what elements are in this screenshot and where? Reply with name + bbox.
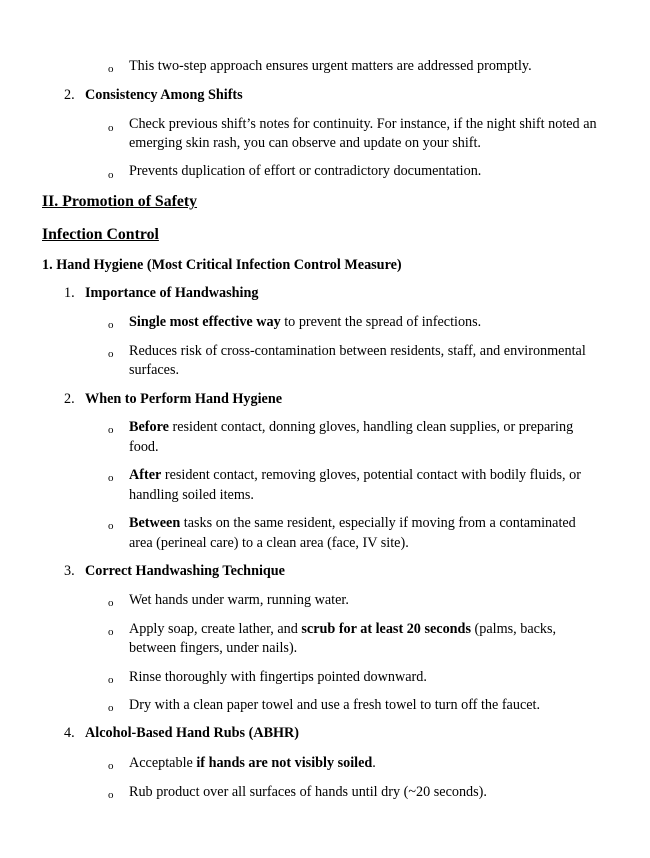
list-item-cont: emerging skin rash, you can observe and update on your shift. <box>129 135 481 151</box>
bullet-icon: o <box>108 319 114 331</box>
list-item: Before resident contact, donning gloves, handling clean supplies, or preparing <box>129 419 574 435</box>
list-heading: When to Perform Hand Hygiene <box>85 391 283 407</box>
bullet-icon: o <box>108 789 114 801</box>
list-item: This two-step approach ensures urgent matters are addressed promptly. <box>129 58 532 74</box>
list-item-cont: between fingers, under nails). <box>129 640 298 656</box>
list-item: Check previous shift’s notes for continuity. For instance, if the night shift noted an <box>129 116 597 132</box>
bullet-icon: o <box>108 169 114 181</box>
list-number: 3. <box>64 563 75 579</box>
list-item: Acceptable if hands are not visibly soiled. <box>129 755 376 771</box>
list-number: 2. <box>64 391 75 407</box>
subsection-heading: Infection Control <box>42 226 159 243</box>
list-heading: Importance of Handwashing <box>85 285 259 301</box>
list-item: Dry with a clean paper towel and use a fresh towel to turn off the faucet. <box>129 697 541 713</box>
bullet-icon: o <box>108 472 114 484</box>
list-heading: Alcohol-Based Hand Rubs (ABHR) <box>85 725 300 741</box>
list-number: 1. <box>64 285 75 301</box>
list-item: After resident contact, removing gloves, potential contact with bodily fluids, or <box>129 467 581 483</box>
list-number: 4. <box>64 725 75 741</box>
list-item: Wet hands under warm, running water. <box>129 592 349 608</box>
list-heading: Correct Handwashing Technique <box>85 563 285 579</box>
bullet-icon: o <box>108 520 114 532</box>
list-heading: Consistency Among Shifts <box>85 87 243 103</box>
bullet-icon: o <box>108 122 114 134</box>
bullet-icon: o <box>108 63 114 75</box>
list-item: Apply soap, create lather, and scrub for at least 20 seconds (palms, backs, <box>129 621 557 637</box>
list-item-cont: handling soiled items. <box>129 487 254 503</box>
list-item-cont: food. <box>129 439 159 455</box>
bullet-icon: o <box>108 348 114 360</box>
list-item: Rinse thoroughly with fingertips pointed downward. <box>129 669 427 685</box>
list-item: Prevents duplication of effort or contradictory documentation. <box>129 163 482 179</box>
list-item: Single most effective way to prevent the spread of infections. <box>129 314 482 330</box>
list-number: 2. <box>64 87 75 103</box>
bullet-icon: o <box>108 760 114 772</box>
bullet-icon: o <box>108 424 114 436</box>
section-heading: II. Promotion of Safety <box>42 193 198 210</box>
list-item: Between tasks on the same resident, especially if moving from a contaminated <box>129 515 576 531</box>
list-item: Reduces risk of cross-contamination between residents, staff, and environmental <box>129 343 586 359</box>
bullet-icon: o <box>108 626 114 638</box>
list-item-cont: surfaces. <box>129 362 180 378</box>
bullet-icon: o <box>108 597 114 609</box>
bullet-icon: o <box>108 674 114 686</box>
list-item-cont: area (perineal care) to a clean area (face, IV site). <box>129 535 409 551</box>
bullet-icon: o <box>108 702 114 714</box>
list-item: Rub product over all surfaces of hands until dry (~20 seconds). <box>129 784 487 800</box>
topic-heading: 1. Hand Hygiene (Most Critical Infection Control Measure) <box>42 257 402 273</box>
